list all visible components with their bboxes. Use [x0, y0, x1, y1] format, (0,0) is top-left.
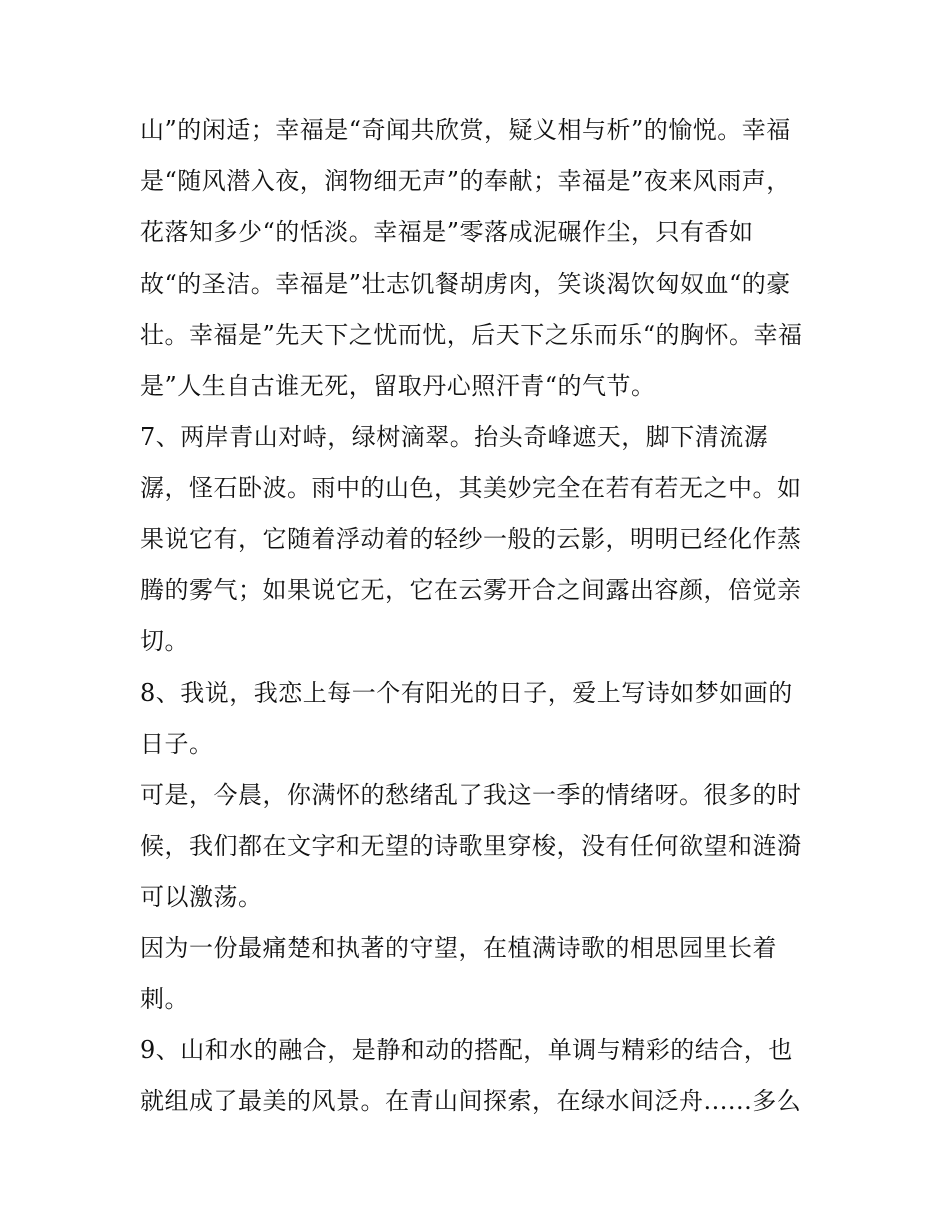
text-line: 花落知多少“的恬淡。幸福是”零落成泥碾作尘，只有香如	[140, 218, 754, 246]
text-line: 潺，怪石卧波。雨中的山色，其美妙完全在若有若无之中。如	[140, 474, 802, 502]
text-line: 壮。幸福是”先天下之忧而忧，后天下之乐而乐“的胸怀。幸福	[140, 321, 803, 349]
text-line: 山”的闲适；幸福是“奇闻共欣赏，疑义相与析”的愉悦。幸福	[140, 116, 791, 144]
text-line: 日子。	[140, 730, 214, 758]
text-line: 刺。	[140, 985, 189, 1013]
text-line: 是”人生自古谁无死，留取丹心照汗青“的气节。	[140, 372, 656, 400]
text-line: 是“随风潜入夜，润物细无声”的奉献；幸福是”夜来风雨声，	[140, 167, 791, 195]
text-line: 9、山和水的融合，是静和动的搭配，单调与精彩的结合，也	[140, 1036, 793, 1064]
text-line: 可是，今晨，你满怀的愁绪乱了我这一季的情绪呀。很多的时	[140, 781, 802, 809]
text-line: 果说它有，它随着浮动着的轻纱一般的云影，明明已经化作蒸	[140, 525, 802, 553]
text-line: 因为一份最痛楚和执著的守望，在植满诗歌的相思园里长着	[140, 934, 777, 962]
text-line: 切。	[140, 627, 189, 655]
text-line: 故“的圣洁。幸福是”壮志饥餐胡虏肉，笑谈渴饮匈奴血“的豪	[140, 270, 791, 298]
text-line: 就组成了最美的风景。在青山间探索，在绿水间泛舟......多么	[140, 1087, 802, 1115]
text-line: 可以激荡。	[140, 883, 263, 911]
text-line: 8、我说，我恋上每一个有阳光的日子，爱上写诗如梦如画的	[140, 679, 793, 707]
text-line: 腾的雾气；如果说它无，它在云雾开合之间露出容颜，倍觉亲	[140, 576, 802, 604]
text-line: 7、两岸青山对峙，绿树滴翠。抬头奇峰遮天，脚下清流潺	[140, 423, 769, 451]
text-line: 候，我们都在文字和无望的诗歌里穿梭，没有任何欲望和涟漪	[140, 832, 802, 860]
